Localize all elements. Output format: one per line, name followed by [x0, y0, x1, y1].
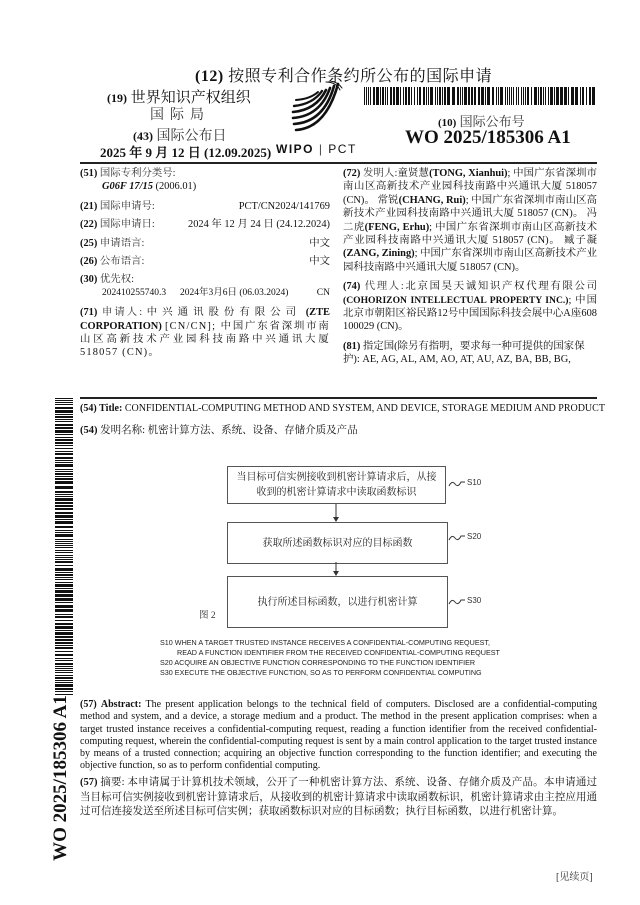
barcode-bar	[525, 87, 526, 105]
barcode-bar	[55, 668, 73, 669]
barcode-bar	[580, 87, 581, 105]
vertical-publication-number	[46, 695, 76, 861]
barcode-bar	[380, 87, 381, 105]
legend-line: S10 WHEN A TARGET TRUSTED INSTANCE RECEIVES A CONFIDENTIAL-COMPUTING REQUEST,	[160, 638, 491, 647]
abstract-english	[80, 699, 597, 773]
barcode-bar	[55, 630, 73, 631]
barcode-bar	[592, 87, 595, 105]
barcode-bar	[55, 404, 73, 405]
field-72-inventors	[343, 167, 597, 274]
barcode-bar	[55, 639, 73, 641]
field-number: (81)	[343, 340, 361, 352]
agent-address: ; 中国北京市朝阳区裕民路12号中国国际科技会展中心A座608 100029 (CN)。	[343, 294, 598, 333]
barcode-bar	[55, 666, 73, 667]
barcode-bar	[55, 481, 73, 484]
organization-name-text: 世界知识产权组织	[130, 90, 251, 106]
publication-date-label-text: 国际公布日	[156, 129, 227, 144]
inventor-name-zh: 童贤慧	[397, 168, 430, 179]
field-number: (57)	[80, 777, 98, 788]
barcode-bar	[370, 87, 371, 105]
barcode-bar	[55, 442, 73, 444]
legend-line: READ A FUNCTION IDENTIFIER FROM THE RECEIVED CONFIDENTIAL-COMPUTING REQUEST	[177, 648, 500, 657]
field-label: 优先权:	[99, 274, 134, 286]
step-label-s20: S20	[467, 532, 482, 541]
barcode-bar	[382, 87, 384, 105]
applicant-name-zh: 中兴通讯股份有限公司	[146, 307, 302, 319]
field-25-filing-language	[80, 237, 330, 250]
barcode-bar	[55, 680, 73, 681]
inventor-name-zh: 臧子凝	[564, 235, 597, 247]
barcode-bar	[55, 491, 73, 493]
title-chinese-text: 机密计算方法、系统、设备、存储介质及产品	[147, 425, 358, 436]
barcode-bar	[516, 87, 517, 105]
barcode-bar	[531, 87, 532, 105]
barcode-bar	[55, 469, 73, 470]
field-label: 代理人:	[364, 281, 404, 293]
vertical-publication-number-text: WO 2025/185306 A1	[50, 695, 71, 861]
title-english	[80, 403, 605, 414]
designated-states: 指定国(除另有指明，要求每一种可提供的国家保护): AE, AG, AL, AM, AO, AT, AU, AZ, BA, BB, BG,	[343, 340, 585, 366]
inventor-name-en: (TONG, Xianhui)	[429, 168, 508, 179]
publication-number-label-text: 国际公布号	[459, 114, 525, 129]
barcode-bar	[55, 460, 73, 461]
barcode-bar	[55, 437, 73, 438]
barcode-bar	[505, 87, 506, 105]
barcode-bar	[556, 87, 559, 105]
barcode-bar	[538, 87, 539, 105]
barcode-bar	[55, 555, 73, 556]
barcode-bar	[55, 471, 73, 472]
step-text: 获取所述函数标识对应的目标函数	[262, 537, 413, 549]
leader-s30	[449, 600, 465, 604]
field-number: (71)	[80, 307, 98, 319]
barcode-bar	[511, 87, 512, 105]
barcode-bar	[55, 519, 73, 520]
field-number: (12)	[195, 68, 224, 85]
title-chinese	[80, 422, 358, 437]
field-21-application-number	[80, 200, 330, 213]
barcode-bar	[55, 682, 73, 683]
barcode-bar	[55, 545, 73, 546]
barcode-bar	[417, 87, 418, 105]
ipc-version: (2006.01)	[155, 181, 197, 193]
barcode-bar	[55, 616, 73, 618]
barcode-bar	[55, 557, 73, 558]
barcode-bar	[589, 87, 591, 105]
barcode-bar	[460, 87, 461, 105]
barcode-bar	[55, 574, 73, 576]
agent-name-en: (COHORIZON INTELLECTUAL PROPERTY INC.)	[343, 294, 569, 306]
barcode-bar	[55, 439, 73, 441]
publication-number: WO 2025/185306 A1	[405, 127, 571, 148]
barcode-bar	[55, 407, 73, 409]
field-label: 申请语言:	[99, 237, 145, 249]
field-label: 国际专利分类号:	[99, 168, 176, 179]
barcode-bar	[55, 473, 73, 475]
field-value: 2024 年 12 月 24 日 (24.12.2024)	[188, 219, 330, 231]
barcode-icon	[364, 87, 596, 105]
barcode-bar	[55, 605, 73, 608]
abstract-chinese-text: 本申请属于计算机技术领域，公开了一种机密计算方法、系统、设备、存储介质及产品。本申请通过当目标可信实例接收到机密计算请求后，从接收到的机密计算请求中读取函数标识，机密计算请求由主控应用通过可信连接发送至所述目标可信实例；获取函数标识对应的目标函数；执行目标函数，以进行机密计算。	[80, 777, 598, 817]
barcode-bar	[55, 632, 73, 635]
barcode-bar	[55, 577, 73, 578]
barcode-bar	[55, 684, 73, 687]
inventor-name-zh: 常锐	[377, 194, 399, 206]
barcode-bar	[571, 87, 574, 105]
barcode-bar	[55, 402, 73, 403]
applicant-address: [CN/CN]; 中国广东省深圳市南山区高新技术产业园科技南路中兴通讯大厦 518057 (CN)。	[80, 320, 330, 359]
barcode-bar	[575, 87, 578, 105]
barcode-bar	[55, 539, 73, 540]
field-number: (43)	[133, 129, 153, 143]
barcode-bar	[55, 421, 73, 422]
barcode-bar	[55, 636, 73, 638]
field-number: (72)	[343, 168, 361, 179]
barcode-bar	[568, 87, 569, 105]
barcode-bar	[55, 464, 73, 467]
barcode-bar	[55, 647, 73, 649]
barcode-bar	[55, 453, 73, 455]
barcode-bar	[55, 547, 73, 548]
barcode-bar	[368, 87, 369, 105]
barcode-bar	[55, 623, 73, 625]
barcode-bar	[55, 654, 73, 656]
barcode-bar	[428, 87, 429, 105]
applicant-name-en: (ZTE CORPORATION)	[80, 307, 330, 332]
bureau-name: 国际局	[150, 108, 210, 123]
barcode-bar	[534, 87, 537, 105]
field-value: 中文	[309, 256, 330, 268]
barcode-bar	[390, 87, 392, 105]
barcode-bar	[55, 614, 73, 615]
step-text: 执行所述目标函数，以进行机密计算	[257, 596, 418, 608]
barcode-bar	[55, 588, 73, 589]
barcode-bar	[411, 87, 412, 105]
barcode-bar	[55, 609, 73, 612]
barcode-bar	[564, 87, 567, 105]
field-number: (54)	[80, 425, 98, 436]
barcode-bar	[55, 670, 73, 671]
barcode-bar	[400, 87, 401, 105]
barcode-bar	[373, 87, 375, 105]
field-label: 国际申请日:	[99, 219, 155, 231]
leader-s10	[449, 482, 465, 486]
barcode-bar	[513, 87, 514, 105]
barcode-bar	[55, 494, 73, 495]
field-26-publication-language	[80, 255, 330, 268]
barcode-bar	[478, 87, 480, 105]
field-81-designated-states	[343, 340, 597, 367]
bibliographic-right-column	[343, 167, 597, 367]
field-74-agent	[343, 280, 597, 334]
leader-s20	[449, 536, 465, 540]
barcode-bar	[55, 451, 73, 452]
barcode-bar	[518, 87, 519, 105]
barcode-bar	[55, 512, 73, 514]
field-value: 中文	[309, 237, 330, 249]
barcode-bar	[437, 87, 438, 105]
barcode-bar	[447, 87, 450, 105]
barcode-bar	[55, 445, 73, 446]
inventor-name-zh: 冯二虎	[343, 208, 597, 233]
barcode-bar	[442, 87, 443, 105]
barcode-bar	[55, 502, 73, 504]
ipc-code: G06F 17/15	[102, 181, 153, 193]
barcode-bar	[426, 87, 427, 105]
pct-text: PCT	[328, 142, 357, 156]
barcode-bar	[55, 532, 73, 533]
barcode-bar	[366, 87, 367, 105]
barcode-bar	[55, 626, 73, 629]
barcode-bar	[481, 87, 484, 105]
barcode-bar	[55, 505, 73, 507]
barcode-bar	[385, 87, 386, 105]
barcode-bar	[554, 87, 555, 105]
barcode-bar	[55, 410, 73, 413]
field-number: (21)	[80, 200, 98, 212]
barcode-bar	[55, 448, 73, 449]
barcode-bar	[55, 677, 73, 679]
barcode-bar	[55, 430, 73, 433]
field-label: 摘要:	[100, 777, 125, 788]
priority-country: CN	[316, 287, 330, 298]
field-label: 国际申请号:	[99, 200, 155, 212]
barcode-bar	[55, 496, 73, 497]
field-number: (22)	[80, 219, 98, 231]
arrowhead-icon	[333, 517, 339, 522]
barcode-bar	[586, 87, 587, 105]
barcode-bar	[55, 498, 73, 501]
barcode-bar	[55, 526, 73, 528]
barcode-bar	[55, 530, 73, 531]
barcode-bar	[507, 87, 508, 105]
barcode-bar	[55, 424, 73, 426]
barcode-bar	[55, 565, 73, 566]
figure-legend	[160, 638, 500, 678]
barcode-bar	[582, 87, 584, 105]
barcode-bar	[471, 87, 473, 105]
barcode-bar	[55, 521, 73, 524]
barcode-bar	[55, 594, 73, 597]
barcode-bar	[55, 691, 73, 692]
barcode-bar	[403, 87, 404, 105]
step-text: 当目标可信实例接收到机密计算请求后，从接收到的机密计算请求中读取函数标识	[236, 472, 437, 498]
barcode-bar	[543, 87, 544, 105]
barcode-bar	[55, 427, 73, 429]
barcode-bar	[487, 87, 490, 105]
abstract-chinese	[80, 776, 597, 820]
priority-application-number: 202410255740.3	[102, 287, 167, 298]
barcode-bar	[396, 87, 399, 105]
barcode-bar	[55, 550, 73, 551]
barcode-bar	[485, 87, 486, 105]
field-number: (30)	[80, 274, 98, 286]
barcode-bar	[548, 87, 549, 105]
barcode-bar	[55, 486, 73, 489]
barcode-bar	[430, 87, 433, 105]
field-51-classification	[80, 167, 330, 194]
section-divider	[80, 397, 597, 399]
barcode-bar	[408, 87, 410, 105]
inventor-address: ; 中国广东省深圳市南山区高新技术产业园科技南路中兴通讯大厦 518057 (CN)。	[343, 248, 597, 273]
document-type: 按照专利合作条约所公布的国际申请	[228, 68, 493, 85]
barcode-bar	[55, 660, 73, 661]
legend-line: S20 ACQUIRE AN OBJECTIVE FUNCTION CORRESPONDING TO THE FUNCTION IDENTIFIER	[160, 658, 476, 667]
legend-line: S30 EXECUTE THE OBJECTIVE FUNCTION, SO AS TO PERFORM CONFIDENTIAL COMPUTING	[160, 668, 482, 677]
field-22-filing-date	[80, 218, 330, 231]
field-number: (19)	[107, 91, 127, 105]
field-30-priority	[80, 273, 330, 300]
wipo-text: WIPO	[276, 142, 314, 156]
barcode-bar	[545, 87, 546, 105]
barcode-bar	[55, 663, 73, 665]
barcode-bar	[55, 602, 73, 603]
barcode-bar	[364, 87, 365, 105]
barcode-bar	[496, 87, 497, 105]
field-number: (74)	[343, 281, 361, 293]
barcode-bar	[55, 658, 73, 659]
barcode-bar	[55, 645, 73, 646]
barcode-bar	[55, 620, 73, 621]
abstract-english-text: The present application belongs to the technical field of computers. Disclosed are a confidential-computing method and system, and a device, a storage medium and a product. The method in the present application comprises: when a target trusted instance receives a confidential-computing request, reading a function identifier from the received confidential-computing request, wherein the confidential-computing request is sent by a main control application to the target trusted instance by means of a trusted connection; acquiring an objective function corresponding to the function identifier; and executing the objective function, so as to perform confidential computing.	[80, 699, 597, 772]
title-english-text: CONFIDENTIAL-COMPUTING METHOD AND SYSTEM, AND DEVICE, STORAGE MEDIUM AND PRODUCT	[124, 403, 605, 414]
barcode-bar	[55, 559, 73, 560]
barcode-bar	[55, 543, 73, 544]
barcode-bar	[55, 579, 73, 580]
publication-date: 2025 年 9 月 12 日 (12.09.2025)	[100, 145, 272, 160]
field-number: (57)	[80, 699, 97, 710]
barcode-bar	[500, 87, 503, 105]
barcode-bar	[55, 590, 73, 593]
barcode-bar	[55, 651, 73, 652]
field-label: Abstract:	[100, 699, 142, 710]
barcode-bar	[55, 478, 73, 480]
barcode-bar	[387, 87, 388, 105]
step-label-s10: S10	[467, 478, 482, 487]
barcode-bar	[474, 87, 476, 105]
barcode-bar	[55, 552, 73, 553]
barcode-bar	[550, 87, 553, 105]
agent-name-zh: 北京国昊天诚知识产权代理有限公司	[403, 281, 597, 293]
field-label: Title:	[99, 403, 123, 414]
barcode-bar	[423, 87, 425, 105]
inventor-address: ; 中国广东省深圳市南山区高新技术产业园科技南路中兴通讯大厦 518057 (CN)。	[343, 194, 598, 220]
barcode-bar	[419, 87, 421, 105]
barcode-bar	[457, 87, 459, 105]
barcode-bar	[462, 87, 463, 105]
field-label: 发明名称:	[100, 425, 146, 436]
inventor-name-en: (ZANG, Zining)	[343, 248, 415, 260]
barcode-bar	[509, 87, 510, 105]
barcode-bar	[55, 672, 73, 673]
barcode-bar	[55, 457, 73, 459]
field-label: 申请人:	[101, 307, 143, 319]
barcode-bar	[492, 87, 494, 105]
wipo-logo-icon	[286, 78, 350, 138]
priority-date: 2024年3月6日 (06.03.2024)	[180, 287, 289, 298]
barcode-bar	[55, 598, 73, 601]
barcode-bar	[55, 688, 73, 690]
inventor-address: ; 中国广东省深圳市南山区高新技术产业园科技南路中兴通讯大厦 518057 (CN)。	[343, 168, 598, 206]
flowchart-step-s10	[227, 466, 446, 504]
barcode-bar	[55, 541, 73, 542]
barcode-bar	[464, 87, 467, 105]
barcode-bar	[540, 87, 542, 105]
barcode-bar	[376, 87, 379, 105]
barcode-bar	[55, 400, 73, 401]
barcode-bar	[521, 87, 522, 105]
barcode-bar	[444, 87, 446, 105]
barcode-bar	[55, 414, 73, 415]
vertical-barcode-icon	[55, 398, 73, 695]
barcode-bar	[55, 584, 73, 587]
barcode-bar	[55, 476, 73, 477]
barcode-bar	[435, 87, 436, 105]
flowchart-step-s30	[227, 576, 448, 628]
barcode-bar	[527, 87, 529, 105]
barcode-bar	[405, 87, 407, 105]
barcode-bar	[55, 508, 73, 510]
barcode-bar	[55, 675, 73, 676]
field-label: 发明人:	[363, 168, 398, 179]
barcode-bar	[439, 87, 441, 105]
barcode-bar	[55, 462, 73, 463]
header-divider	[80, 162, 597, 164]
field-number: (10)	[438, 117, 457, 129]
barcode-bar	[452, 87, 455, 105]
barcode-bar	[55, 642, 73, 644]
barcode-bar	[468, 87, 470, 105]
field-label: 公布语言:	[99, 256, 145, 268]
barcode-bar	[55, 419, 73, 420]
field-number: (25)	[80, 237, 98, 249]
bibliographic-left-column	[80, 167, 330, 360]
field-number: (26)	[80, 256, 98, 268]
arrowhead-icon	[333, 571, 339, 576]
barcode-bar	[55, 434, 73, 435]
inventor-name-en: (FENG, Erhu)	[364, 221, 430, 233]
wipo-pct-logo-text: WIPO | PCT	[276, 142, 357, 156]
field-number: (51)	[80, 168, 98, 179]
barcode-bar	[393, 87, 395, 105]
barcode-bar	[55, 568, 73, 571]
barcode-bar	[55, 416, 73, 418]
barcode-bar	[55, 515, 73, 518]
flowchart-step-s20	[227, 522, 448, 564]
barcode-bar	[523, 87, 524, 105]
inventor-name-en: (CHANG, Rui)	[398, 194, 466, 206]
barcode-bar	[55, 572, 73, 573]
barcode-bar	[560, 87, 563, 105]
inventor-address: ; 中国广东省深圳市南山区高新技术产业园科技南路中兴通讯大厦 518057 (CN)。	[343, 221, 597, 247]
barcode-bar	[55, 398, 73, 399]
barcode-bar	[55, 561, 73, 563]
barcode-bar	[498, 87, 499, 105]
field-71-applicant	[80, 306, 330, 360]
field-value: PCT/CN2024/141769	[238, 200, 330, 212]
barcode-bar	[55, 534, 73, 537]
field-number: (54)	[80, 403, 97, 414]
figure-caption: 图 2	[199, 611, 216, 621]
barcode-bar	[414, 87, 415, 105]
continued-on-next-page: [见续页]	[556, 872, 593, 883]
step-label-s30: S30	[467, 596, 482, 605]
barcode-bar	[55, 582, 73, 583]
